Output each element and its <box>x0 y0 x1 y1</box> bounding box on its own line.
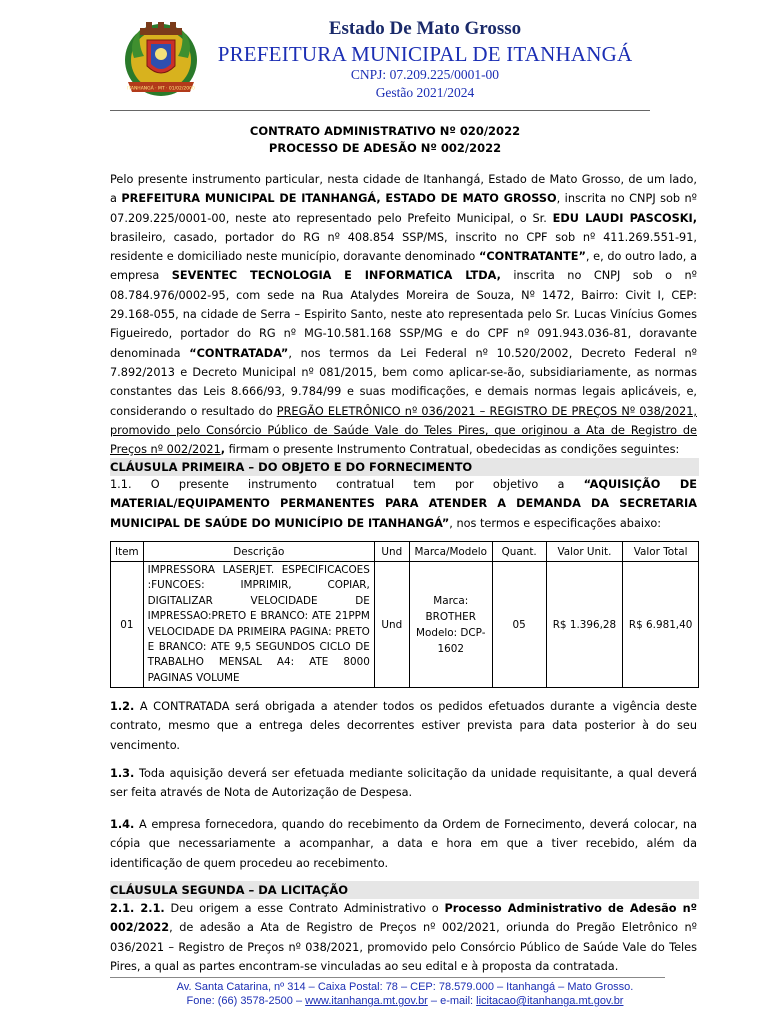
paragraph-text: Toda aquisição deverá ser efetuada mediante solicitação da unidade requisitante, a qual deverá ser feita através de Nota de Autorização de Despesa. <box>110 767 697 800</box>
intro-text: , inscrita no CNPJ sob nº 07.209.225/0001-00, neste ato representado pelo Prefeito Municipal, o Sr. <box>110 192 697 225</box>
paragraph-text: A CONTRATADA será obrigada a atender todos os pedidos efetuados durante a vigência deste contrato, mesmo que a entrega deles decorrentes estiver prevista para data posterior à do seu vencimento. <box>110 700 697 752</box>
col-header-description: Descrição <box>143 542 374 562</box>
intro-text: , nos termos da Lei Federal nº 10.520/2002, Decreto Federal nº 7.892/2013 e Decreto Municipal nº 081/2015, bem como aplicar-se-ão, subsidiariamente, as normas constantes das Leis 8.666/93, 9.784/99 e suas modificações, e demais normas legais aplicáveis, e, considerando o resultado do <box>110 346 697 418</box>
tender-reference: PREGÃO ELETRÔNICO nº 036/2021 – REGISTRO DE PREÇOS Nº 038/2021, promovido pelo Consórcio Público de Saúde Vale do Teles Pires, que originou a Ata de Registro de Preços nº 002/2021 <box>110 404 697 457</box>
clause-object: “AQUISIÇÃO DE MATERIAL/EQUIPAMENTO PERMANENTES PARA ATENDER A DEMANDA DA SECRETARIA MUNICIPAL DE SAÚDE DO MUNICÍPIO DE ITANHANGÁ” <box>110 478 697 530</box>
contracting-party: PREFEITURA MUNICIPAL DE ITANHANGÁ, ESTADO DE MATO GROSSO <box>121 192 557 206</box>
crest-ribbon-text: ITANHANGÁ · MT · 01/02/2000 <box>127 86 195 92</box>
cell-item: 01 <box>111 562 144 688</box>
footer-email-label: – e-mail: <box>427 995 477 1007</box>
paragraph-1-2 <box>110 697 697 755</box>
prefecture-name: PREFEITURA MUNICIPAL DE ITANHANGÁ <box>217 42 633 66</box>
contratante-term: “CONTRATANTE” <box>478 250 586 264</box>
clause-text: , nos termos e especificações abaixo: <box>449 516 662 530</box>
cell-brand: Marca: BROTHER Modelo: DCP-1602 <box>409 562 492 688</box>
table-row <box>111 562 699 688</box>
intro-text: Pelo presente instrumento particular, nesta cidade de Itanhangá, Estado de Mato Grosso, de um lado, a <box>110 173 697 206</box>
adhesion-process: Processo Administrativo de Adesão nº 002/2022 <box>110 902 697 935</box>
footer-address: Av. Santa Catarina, nº 314 – Caixa Postal: 78 – CEP: 78.579.000 – Itanhangá – Mato Grosso. <box>176 981 634 993</box>
paragraph-number: 1.3. <box>110 767 135 780</box>
paragraph-1-4 <box>110 815 697 873</box>
col-header-item: Item <box>111 542 144 562</box>
intro-text: firmam o presente Instrumento Contratual, obedecidas as condições seguintes: <box>225 443 680 457</box>
table-header-row <box>111 542 699 562</box>
col-header-unit-value: Valor Unit. <box>546 542 623 562</box>
administration-term: Gestão 2021/2024 <box>375 85 475 100</box>
clause-text: 1.1. O presente instrumento contratual tem por objetivo a <box>110 478 584 491</box>
intro-text: brasileiro, casado, portador do RG nº 408.854 SSP/MS, inscrito no CPF sob nº 411.269.551-91, residente e domiciliado neste município, doravante denominado <box>110 230 697 264</box>
items-table <box>110 541 699 688</box>
paragraph-text: Deu origem a esse Contrato Administrativo o <box>164 902 445 915</box>
website-link[interactable]: www.itanhanga.mt.gov.br <box>305 995 428 1007</box>
paragraph-number: 1.2. <box>110 700 135 713</box>
col-header-total-value: Valor Total <box>623 542 699 562</box>
col-header-unit: Und <box>374 542 409 562</box>
intro-text: , <box>220 443 226 457</box>
paragraph-2-1 <box>110 899 697 976</box>
col-header-quantity: Quant. <box>492 542 546 562</box>
paragraph-text: A empresa fornecedora, quando do recebimento da Ordem de Fornecimento, deverá colocar, na cópia que necessariamente a acompanhar, a data e hora em que a tiver recebido, além da identificação de quem procedeu ao recebimento. <box>110 818 697 870</box>
paragraph-number: 2.1. 2.1. <box>110 902 165 915</box>
contracted-company: SEVENTEC TECNOLOGIA E INFORMATICA LTDA, <box>171 269 501 283</box>
footer-phone: Fone: (66) 3578-2500 – <box>186 995 306 1007</box>
paragraph-1-3 <box>110 764 697 803</box>
intro-text: , e, do outro lado, a empresa <box>110 250 697 283</box>
email-link[interactable]: licitacao@itanhanga.mt.gov.br <box>476 995 624 1007</box>
prefecture-cnpj: CNPJ: 07.209.225/0001-00 <box>350 67 500 82</box>
footer-contact <box>110 995 700 1007</box>
intro-paragraph <box>110 170 697 459</box>
cell-unit: Und <box>374 562 409 688</box>
clause-two-heading: CLÁUSULA SEGUNDA – DA LICITAÇÃO <box>110 881 699 899</box>
clause-one-text <box>110 475 697 533</box>
clause-one-heading: CLÁUSULA PRIMEIRA – DO OBJETO E DO FORNECIMENTO <box>110 458 699 476</box>
col-header-brand: Marca/Modelo <box>409 542 492 562</box>
paragraph-number: 1.4. <box>110 818 135 831</box>
mayor-name: EDU LAUDI PASCOSKI, <box>552 211 697 225</box>
paragraph-text: , de adesão a Ata de Registro de Preços nº 002/2021, oriunda do Pregão Eletrônico nº 036/2021 – Registro de Preços nº 038/2021, promovido pelo Consórcio Público de Saúde Vale do Teles Pires, a qual as partes encontram-se vinculadas ao seu edital e à proposta da contratada. <box>110 921 697 973</box>
process-title: PROCESSO DE ADESÃO Nº 002/2022 <box>268 141 502 155</box>
municipal-crest-icon <box>120 20 202 102</box>
header-divider <box>110 110 650 111</box>
cell-description: IMPRESSORA LASERJET. ESPECIFICACOES :FUNCOES: IMPRIMIR, COPIAR, DIGITALIZAR VELOCIDADE DE IMPRESSAO:PRETO E BRANCO: ATE 21PPM VELOCIDADE DA PRIMEIRA PAGINA: PRETO E BRANCO: ATE 9,5 SEGUNDOS CICLO DE TRABALHO MENSAL A4: ATE 8000 PAGINAS VOLUME <box>143 562 374 688</box>
contract-title: CONTRATO ADMINISTRATIVO Nº 020/2022 <box>249 124 521 138</box>
cell-quantity: 05 <box>492 562 546 688</box>
cell-total-value: R$ 6.981,40 <box>623 562 699 688</box>
intro-text: inscrita no CNPJ sob o nº 08.784.976/0002-95, com sede na Rua Atalydes Moreira de Souza, Nº 1472, Bairro: Civit I, CEP: 29.168-055, na cidade de Serra – Espirito Santo, neste ato representada pelo Sr. Lucas Vinícius Gomes Figueiredo, portador do RG nº MG-10.581.168 SSP/MG e do CPF nº 091.943.036-81, doravante denominada <box>110 269 698 360</box>
state-name: Estado De Mato Grosso <box>328 18 522 39</box>
footer-divider <box>110 977 665 978</box>
cell-unit-value: R$ 1.396,28 <box>546 562 623 688</box>
contratada-term: “CONTRATADA” <box>189 346 289 360</box>
